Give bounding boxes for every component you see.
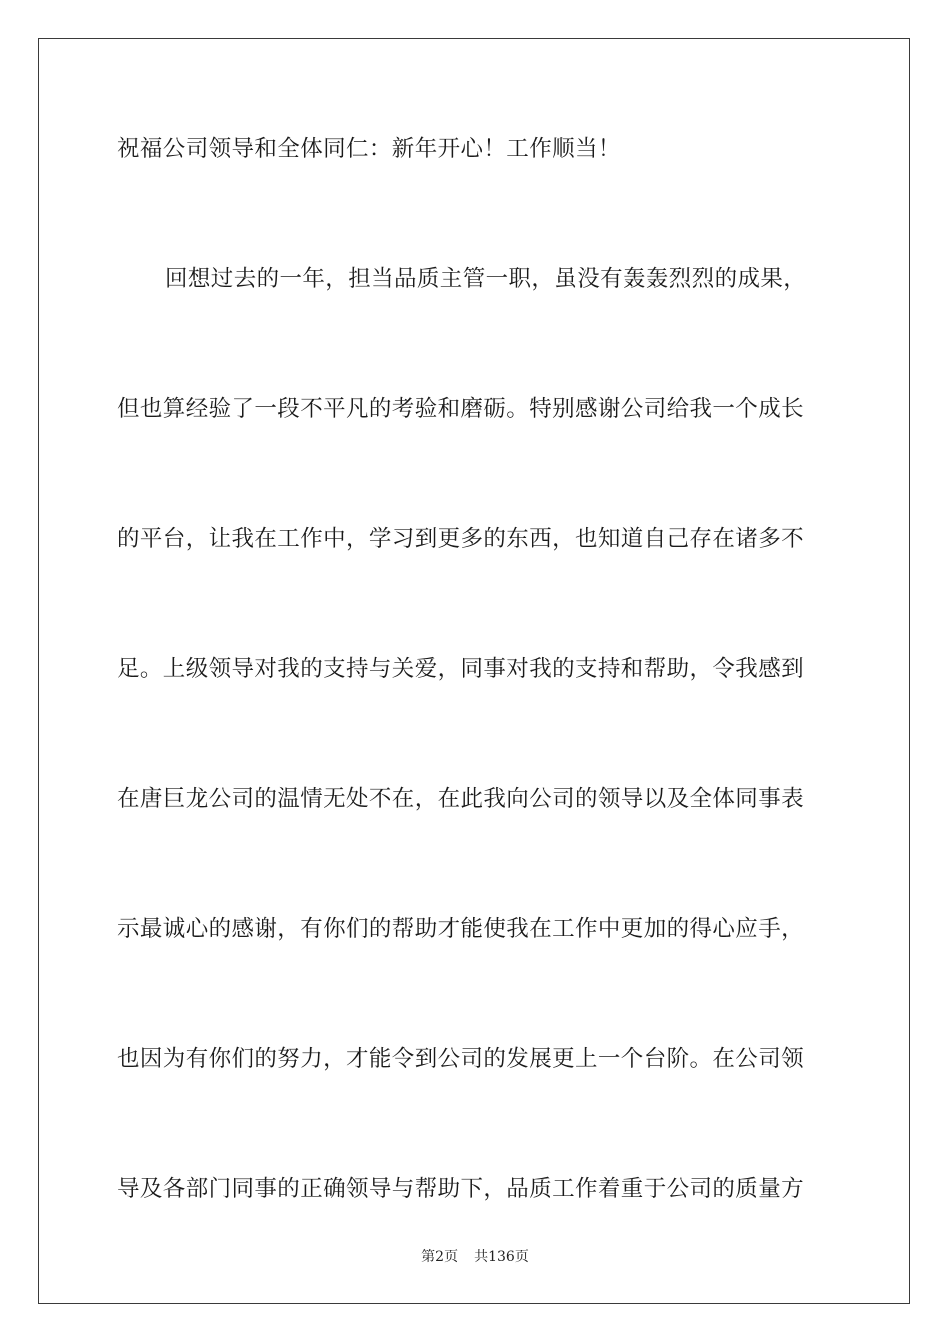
text-line-8: 也因为有你们的努力，才能令到公司的发展更上一个台阶。在公司领 (117, 1046, 805, 1072)
text-line-7: 示最诚心的感谢，有你们的帮助才能使我在工作中更加的得心应手， (117, 916, 805, 942)
text-line-2: 回想过去的一年，担当品质主管一职，虽没有轰轰烈烈的成果， (165, 266, 807, 292)
document-body (117, 128, 833, 1298)
text-line-3: 但也算经验了一段不平凡的考验和磨砺。特别感谢公司给我一个成长 (117, 396, 805, 422)
text-line-6: 在唐巨龙公司的温情无处不在，在此我向公司的领导以及全体同事表 (117, 786, 805, 812)
text-line-4: 的平台，让我在工作中，学习到更多的东西，也知道自己存在诸多不 (117, 526, 805, 552)
page-number: 第2页 (421, 1249, 459, 1265)
page-footer (0, 1246, 950, 1266)
text-line-9: 导及各部门同事的正确领导与帮助下，品质工作着重于公司的质量方 (117, 1176, 805, 1202)
page-total: 共136页 (474, 1249, 529, 1265)
text-line-1: 祝福公司领导和全体同仁：新年开心！工作顺当！ (117, 136, 621, 162)
text-line-5: 足。上级领导对我的支持与关爱，同事对我的支持和帮助，令我感到 (117, 656, 805, 682)
